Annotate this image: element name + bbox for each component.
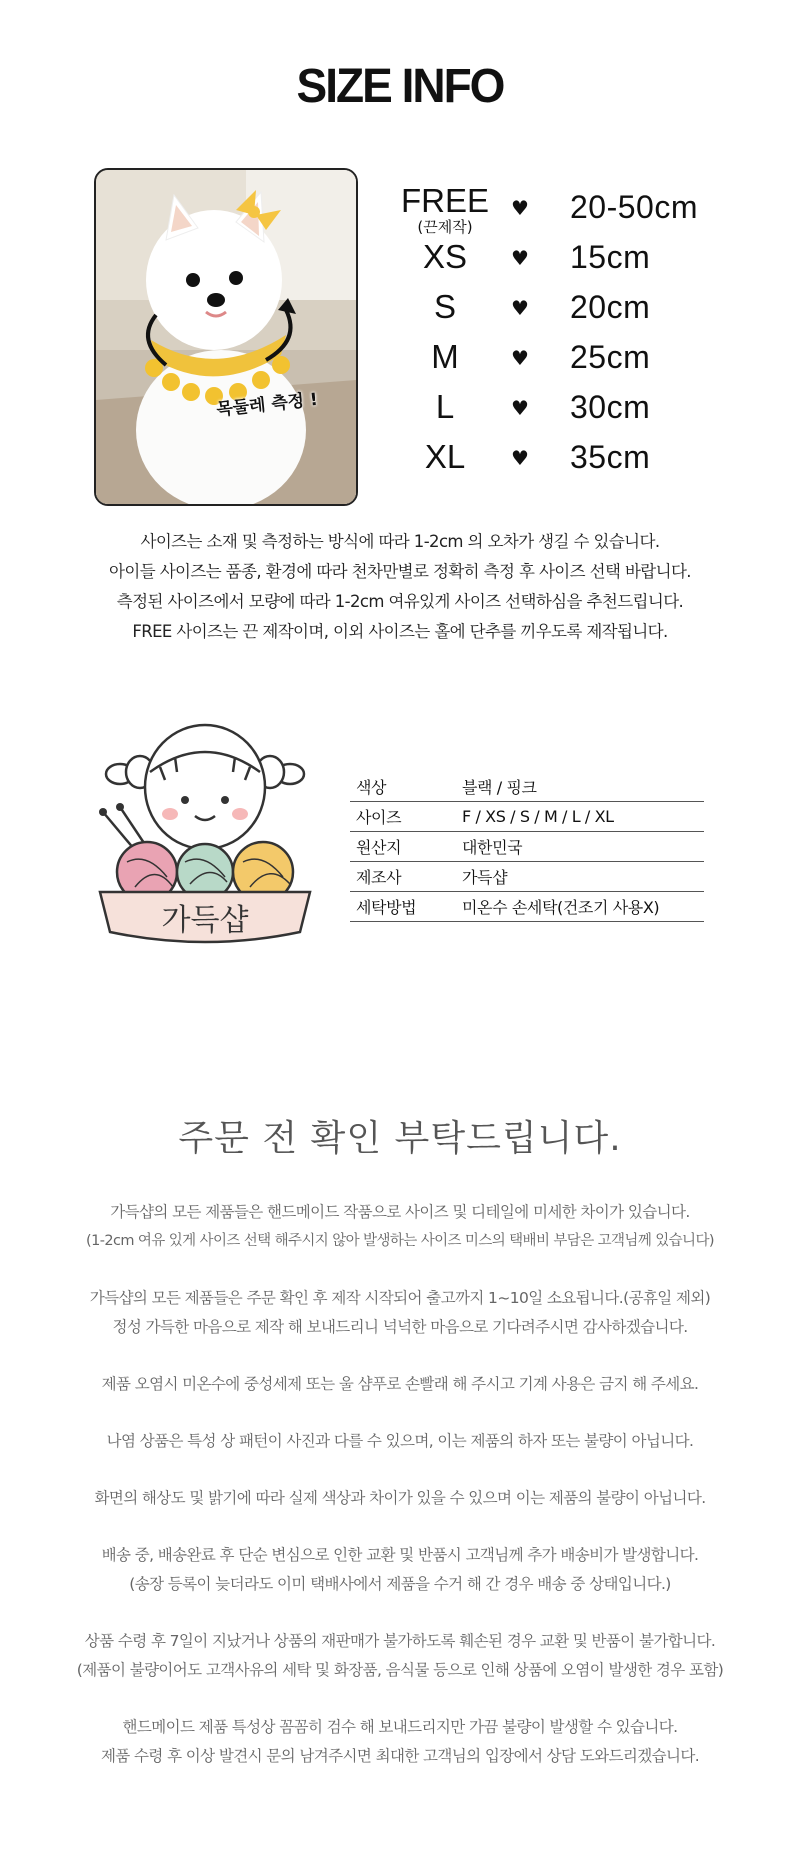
notice-block [0, 1713, 800, 1771]
size-label: XS [422, 238, 468, 275]
mascot-illustration [95, 712, 315, 952]
info-key: 색상 [350, 772, 456, 802]
info-value: F / XS / S / M / L / XL [456, 802, 704, 832]
size-row [395, 386, 735, 436]
size-note: 아이들 사이즈는 품종, 환경에 따라 천차만별로 정확히 측정 후 사이즈 선택 바랍니다. [109, 562, 691, 581]
size-value: 35cm [570, 439, 651, 475]
table-row [350, 772, 704, 802]
heart-icon: ♥ [511, 196, 529, 220]
size-label: XL [424, 438, 466, 475]
size-sublabel: (끈제작) [417, 218, 473, 236]
page-title: SIZE INFO [296, 57, 504, 113]
size-note: 사이즈는 소재 및 측정하는 방식에 따라 1-2cm 의 오차가 생길 수 있습니다. [140, 532, 660, 551]
size-value: 20cm [570, 289, 651, 325]
size-row [395, 336, 735, 386]
brand-name: 가득샵 [161, 903, 249, 938]
heart-icon: ♥ [511, 246, 529, 270]
size-label: L [435, 388, 455, 425]
info-value: 블랙 / 핑크 [456, 772, 704, 802]
info-key: 사이즈 [350, 802, 456, 832]
dog-photo [94, 168, 358, 506]
info-value: 미온수 손세탁(건조기 사용X) [456, 892, 704, 922]
notice-block [0, 1427, 800, 1456]
notice-line: 가득샵의 모든 제품들은 주문 확인 후 제작 시작되어 출고까지 1~10일 소요됩니다.(공휴일 제외) [89, 1289, 711, 1307]
size-row [395, 182, 735, 236]
size-value: 30cm [570, 389, 651, 425]
info-key: 세탁방법 [350, 892, 456, 922]
notice-block [0, 1198, 800, 1256]
heart-icon: ♥ [511, 346, 529, 370]
table-row [350, 892, 704, 922]
size-note: 측정된 사이즈에서 모량에 따라 1-2cm 여유있게 사이즈 선택하심을 추천드립니다. [116, 592, 684, 611]
notice-block [0, 1370, 800, 1399]
table-row [350, 832, 704, 862]
notice-line: 배송 중, 배송완료 후 단순 변심으로 인한 교환 및 반품시 고객님께 추가 배송비가 발생합니다. [101, 1546, 699, 1564]
notice-block [0, 1541, 800, 1599]
brand-mascot [95, 712, 315, 952]
notice-block [0, 1484, 800, 1513]
size-label: FREE [400, 182, 489, 219]
info-value: 대한민국 [456, 832, 704, 862]
size-label: S [433, 288, 456, 325]
notice-line: 화면의 해상도 및 밝기에 따라 실제 색상과 차이가 있을 수 있으며 이는 제품의 불량이 아닙니다. [94, 1489, 706, 1507]
notice-line: (1-2cm 여유 있게 사이즈 선택 해주시지 않아 발생하는 사이즈 미스의 택배비 부담은 고객님께 있습니다) [86, 1233, 714, 1249]
notice-line: 나염 상품은 특성 상 패턴이 사진과 다를 수 있으며, 이는 제품의 하자 또는 불량이 아닙니다. [106, 1432, 694, 1450]
info-key: 제조사 [350, 862, 456, 892]
order-notes [0, 1198, 800, 1799]
size-table [395, 182, 735, 486]
size-value: 15cm [570, 239, 651, 275]
photo-caption: 목둘레 측정 ! [215, 389, 319, 421]
notice-line: 핸드메이드 제품 특성상 꼼꼼히 검수 해 보내드리지만 가끔 불량이 발생할 수 있습니다. [122, 1718, 678, 1736]
size-value: 20-50cm [570, 189, 698, 225]
notice-line: 제품 수령 후 이상 발견시 문의 남겨주시면 최대한 고객님의 입장에서 상담 도와드리겠습니다. [100, 1747, 700, 1765]
table-row [350, 862, 704, 892]
product-info-table [350, 772, 704, 922]
notice-line: 정성 가득한 마음으로 제작 해 보내드리니 넉넉한 마음으로 기다려주시면 감사하겠습니다. [112, 1318, 688, 1336]
info-key: 원산지 [350, 832, 456, 862]
notice-line: 상품 수령 후 7일이 지났거나 상품의 재판매가 불가하도록 훼손된 경우 교환 및 반품이 불가합니다. [84, 1632, 716, 1650]
notice-line: (송장 등록이 늦더라도 이미 택배사에서 제품을 수거 해 간 경우 배송 중 상태입니다.) [129, 1575, 671, 1593]
size-notes [0, 527, 800, 647]
table-row [350, 802, 704, 832]
notice-block [0, 1284, 800, 1342]
info-value: 가득샵 [456, 862, 704, 892]
notice-line: 가득샵의 모든 제품들은 핸드메이드 작품으로 사이즈 및 디테일에 미세한 차이가 있습니다. [110, 1203, 690, 1221]
size-row [395, 436, 735, 486]
heart-icon: ♥ [511, 396, 529, 420]
size-value: 25cm [570, 339, 651, 375]
notice-block [0, 1627, 800, 1685]
heart-icon: ♥ [511, 446, 529, 470]
notice-line: (제품이 불량이어도 고객사유의 세탁 및 화장품, 음식물 등으로 인해 상품에 오염이 발생한 경우 포함) [76, 1661, 724, 1679]
dog-illustration [96, 170, 356, 504]
size-label: M [431, 338, 459, 375]
size-note: FREE 사이즈는 끈 제작이며, 이외 사이즈는 홀에 단추를 끼우도록 제작됩니다. [132, 622, 668, 641]
order-notice-title: 주문 전 확인 부탁드립니다. [178, 1118, 622, 1159]
size-row [395, 236, 735, 286]
notice-line: 제품 오염시 미온수에 중성세제 또는 울 샴푸로 손빨래 해 주시고 기계 사용은 금지 해 주세요. [101, 1375, 699, 1393]
heart-icon: ♥ [511, 296, 529, 320]
size-row [395, 286, 735, 336]
